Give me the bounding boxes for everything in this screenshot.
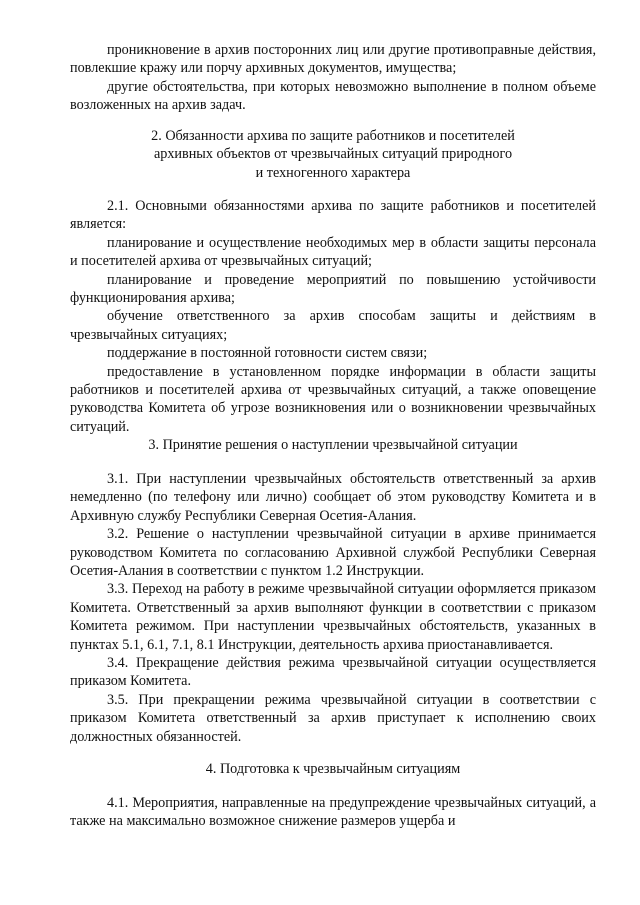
section-4-heading: 4. Подготовка к чрезвычайным ситуациям — [205, 761, 461, 777]
section-3-paragraph-2: 3.2. Решение о наступлении чрезвычайной ситуации в архиве принимается руководством Комитета по согласованию Архивной службой Республики Северная Осетия-Алания в соответствии с пунктом 1.2 Инструкции. — [70, 526, 596, 580]
section-4-body — [70, 794, 596, 831]
section-3-heading: 3. Принятие решения о наступлении чрезвычайной ситуации — [148, 437, 518, 453]
section-4-paragraph-1: 4.1. Мероприятия, направленные на предупреждение чрезвычайных ситуаций, а также на максимально возможное снижение размеров ущерба и — [70, 795, 596, 830]
section-2-body — [70, 197, 596, 436]
section-2-paragraph-5: поддержание в постоянной готовности систем связи; — [107, 345, 428, 362]
section-3-body — [70, 470, 596, 746]
section-2-paragraph-6: предоставление в установленном порядке информации в области защиты работников и посетителей архива от чрезвычайных ситуаций, а также оповещение руководства Комитета об угрозе возникновения или о возникновении чрезвычайных ситуаций. — [70, 363, 596, 435]
section-2-paragraph-2: планирование и осуществление необходимых мер в области защиты персонала и посетителей архива от чрезвычайных ситуаций; — [70, 234, 596, 270]
section-2-paragraph-4: обучение ответственного за архив способам защиты и действиям в чрезвычайных ситуациях; — [70, 308, 596, 343]
intro-paragraph-1: проникновение в архив посторонних лиц или другие противоправные действия, повлекшие кражу или порчу архивных документов, имущества; — [70, 42, 596, 77]
section-3-paragraph-3: 3.3. Переход на работу в режиме чрезвычайной ситуации оформляется приказом Комитета. Ответственный за архив выполняют функции в соответствии с приказом Комитета режимом. При наступлении чрезвычайных обстоятельств, указанных в пунктах 5.1, 6.1, 7.1, 8.1 Инструкции, деятельность архива приостанавливается. — [70, 581, 596, 653]
section-2-paragraph-1: 2.1. Основными обязанностями архива по защите работников и посетителей является: — [70, 198, 596, 233]
section-2-heading-line-2: архивных объектов от чрезвычайных ситуаций природного — [153, 146, 513, 163]
section-2-heading — [70, 127, 596, 182]
section-2-heading-line-1: 2. Обязанности архива по защите работников и посетителей — [151, 128, 515, 144]
section-2-paragraph-3: планирование и проведение мероприятий по повышению устойчивости функционирования архива; — [70, 271, 596, 307]
section-2-heading-line-3: и техногенного характера — [255, 164, 411, 181]
section-3-paragraph-5: 3.5. При прекращении режима чрезвычайной ситуации в соответствии с приказом Комитета ответственный за архив приступает к исполнению своих должностных обязанностей. — [70, 691, 596, 745]
section-3-paragraph-4: 3.4. Прекращение действия режима чрезвычайной ситуации осуществляется приказом Комитета. — [70, 655, 596, 690]
section-3-paragraph-1: 3.1. При наступлении чрезвычайных обстоятельств ответственный за архив немедленно (по телефону или лично) сообщает об этом руководству Комитета и в Архивную службу Республики Северная Осетия-Алания. — [70, 471, 596, 524]
intro-paragraph-2: другие обстоятельства, при которых невозможно выполнение в полном объеме возложенных на архив задач. — [70, 78, 596, 114]
intro-block — [70, 41, 596, 115]
